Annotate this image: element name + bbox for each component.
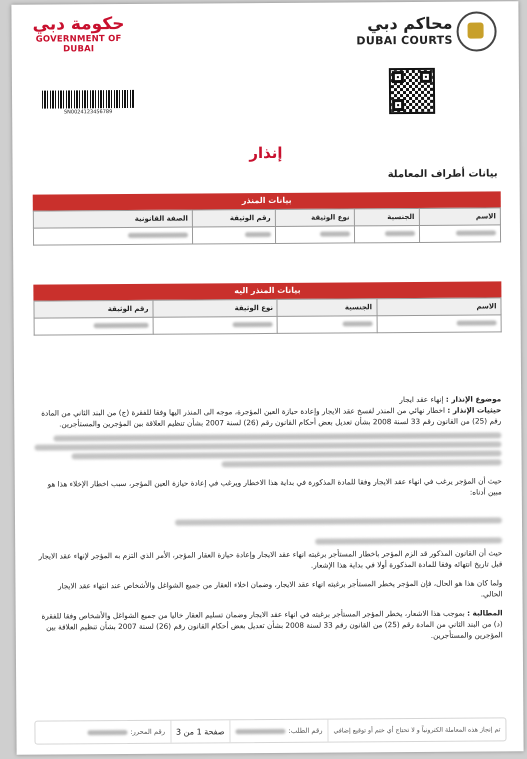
col-nationality: الجنسية [277,299,376,317]
government-of-dubai-logo [23,14,133,55]
col-name: الاسم [376,298,501,316]
col-doc-type: نوع الوثيقة [153,299,278,317]
doc-label: رقم المحرر: [130,727,166,736]
notice-body [34,393,503,643]
col-legal-capacity: الصفة القانونية [33,210,192,228]
para-2: حيث أن المؤجر يرغب في انهاء عقد الايجار وفقا للمادة المذكورة في بداية هذا الاخطار ويرغب في إعادة حيازة العين المؤجر، سبب اخطار الإخلاء هذا هو مبين أدناه: [47,476,502,497]
col-name: الاسم [419,208,501,226]
col-doc-number: رقم الوثيقة [192,209,275,227]
table-row [33,225,500,245]
reasons-paragraph [34,404,501,429]
courts-name-ar: محاكم دبي [367,13,453,34]
redacted-block [34,432,501,468]
gov-name-en: GOVERNMENT OF DUBAI [35,34,122,55]
parties-heading: بيانات أطراف المعاملة [387,168,498,181]
courts-name-en: DUBAI COURTS [356,33,453,48]
redacted-block [35,517,502,526]
footer-doc [82,721,170,744]
reasons-text: اخطار نهائي من المنذر لفسخ عقد الايجار وإعادة حيازة العين المؤجرة، موجه الى المنذر اليها وفقا للفقرة (ج) من البند الثاني من المادة رقم (25) من القانون رقم 33 لسنة 2008 بشأن تعديل بعض أحكام القانون رقم (26) لسنة 2007 بشأن تنظيم العلاقة بين المؤجرين والمستأجرين. [41,405,502,429]
footer-request [229,720,327,743]
para-4: ولما كان هذا هو الحال، فإن المؤجر يخطر المستأجر برغبته انهاء عقد الايجار، وضمان اخلاء العقار من جميع الشواغل والأشخاص عند انتهاء عقد الايجار الحالي. [57,578,503,599]
notified-table [33,281,501,335]
request-label: رقم الطلب: [288,726,323,735]
gov-name-ar: حكومة دبي [32,13,125,35]
subject-text: إنهاء عقد ايجار [399,394,444,405]
dubai-courts-logo [346,11,496,52]
page-footer [34,717,506,744]
page-number: صفحة 1 من 3 [170,720,230,742]
barcode [42,90,134,117]
col-doc-number: رقم الوثيقة [34,300,153,318]
qr-code [389,68,435,114]
document-page [11,1,523,755]
page-title: إنذار [249,143,283,163]
col-nationality: الجنسية [354,208,419,225]
subject-label: موضوع الإنذار : [445,394,502,404]
notifier-table [33,191,501,245]
dubai-courts-emblem-icon [456,11,496,51]
claim-text: بموجب هذا الاشعار، يخطر المؤجر المستأجر برغبته في انهاء عقد الايجار وضمان تسليم العقار خاليا من جميع الشواغل والأشخاص وفقا للفقرة (د) من البند الثاني من المادة رقم (25) من القانون رقم 33 لسنة 2008 بشأن تعديل بعض أحكام القانون رقم (26) لسنة 2007 بشأن تنظيم العلاقة بين المؤجرين والمستأجرين. [41,608,503,640]
redacted-block [35,537,502,546]
table-row [34,315,501,335]
claim-paragraph [36,607,503,643]
para-3: حيث أن القانون المذكور قد الزم المؤجر باخطار المستأجر برغبته انهاء عقد الايجار وإعادة حيازة العقار المؤجر، الأمر الذي التزم به المؤجر لإنهاء عقد الايجار قبل تاريخ انتهائه وفقا للمادة المذكورة أولا في بداية هذا الإشعار. [38,548,503,570]
barcode-bars [42,90,134,109]
notifier-heading: بيانات المنذر [33,191,501,210]
claim-label: المطالبة : [467,608,503,618]
reasons-label: حيثيات الإنذار : [447,405,502,415]
col-doc-type: نوع الوثيقة [275,209,354,227]
barcode-number: SN0024123456789 [63,109,113,116]
notified-heading: بيانات المنذر اليه [33,281,501,300]
footer-note: تم إنجاز هذه المعاملة الكترونياً و لا تحتاج أي ختم أو توقيع إضافي [327,718,505,741]
